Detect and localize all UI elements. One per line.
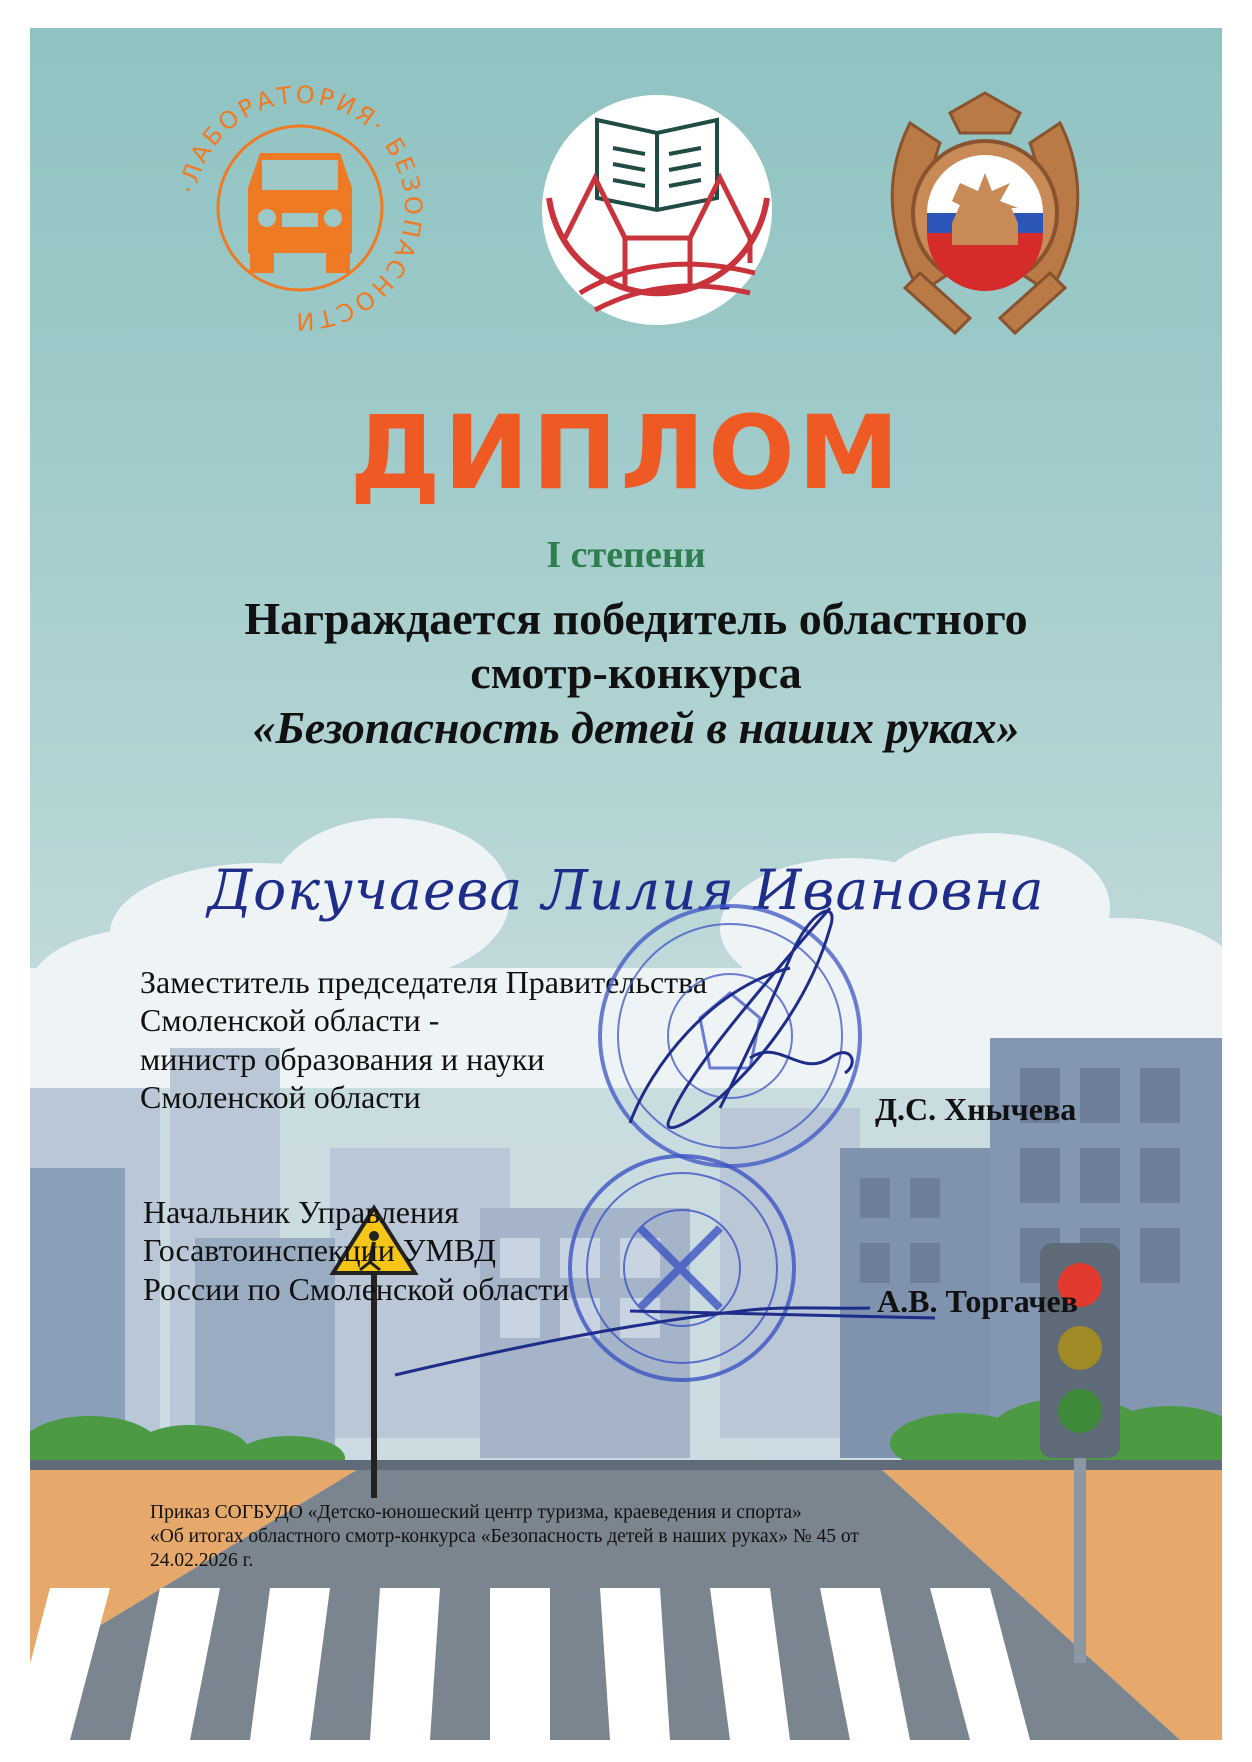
signatory-1-position: [140, 963, 707, 1117]
contest-name: «Безопасность детей в наших руках»: [252, 701, 1020, 753]
signatory-2-position: [143, 1193, 569, 1308]
position-line: Смоленской области: [140, 1079, 421, 1116]
position-line: Начальник Управления: [143, 1194, 459, 1230]
degree-label: I степени: [546, 534, 706, 576]
award-line: Награждается победитель областного: [244, 593, 1028, 644]
position-line: России по Смоленской области: [143, 1270, 570, 1307]
diploma-title: ДИПЛОМ: [349, 394, 903, 513]
book-fortress-icon: [535, 88, 780, 333]
lab-ring-text: ·ЛАБОРАТОРИЯ· БЕЗОПАСНОСТИ: [174, 80, 428, 336]
position-line: Заместитель председателя Правительства: [140, 964, 708, 1000]
position-line: министр образования и науки: [140, 1040, 545, 1077]
signatory-1-name: Д.С. Хнычева: [875, 1091, 1077, 1127]
recipient-name: Докучаева Лилия Ивановна: [207, 858, 1045, 922]
crosswalk: [30, 1588, 1030, 1740]
signatory-2-name: А.В. Торгачев: [877, 1283, 1078, 1319]
diploma-sheet: [30, 28, 1222, 1740]
award-text: [90, 592, 1182, 755]
order-reference: [150, 1501, 1080, 1572]
footer-line: «Об итогах областного смотр-конкурса «Безопасность детей в наших руках» № 45 от: [150, 1525, 859, 1547]
car-icon: [248, 153, 352, 273]
position-line: Смоленской области -: [140, 1002, 440, 1039]
footer-line: Приказ СОГБУДО «Детско-юношеский центр туризма, краеведения и спорта»: [150, 1502, 802, 1523]
award-line: смотр-конкурса: [470, 647, 802, 699]
safety-laboratory-logo: [170, 78, 430, 338]
position-line: Госавтоинспекции УМВД: [143, 1232, 496, 1269]
traffic-police-emblem-icon: [860, 73, 1110, 343]
footer-line: 24.02.2026 г.: [150, 1549, 254, 1571]
